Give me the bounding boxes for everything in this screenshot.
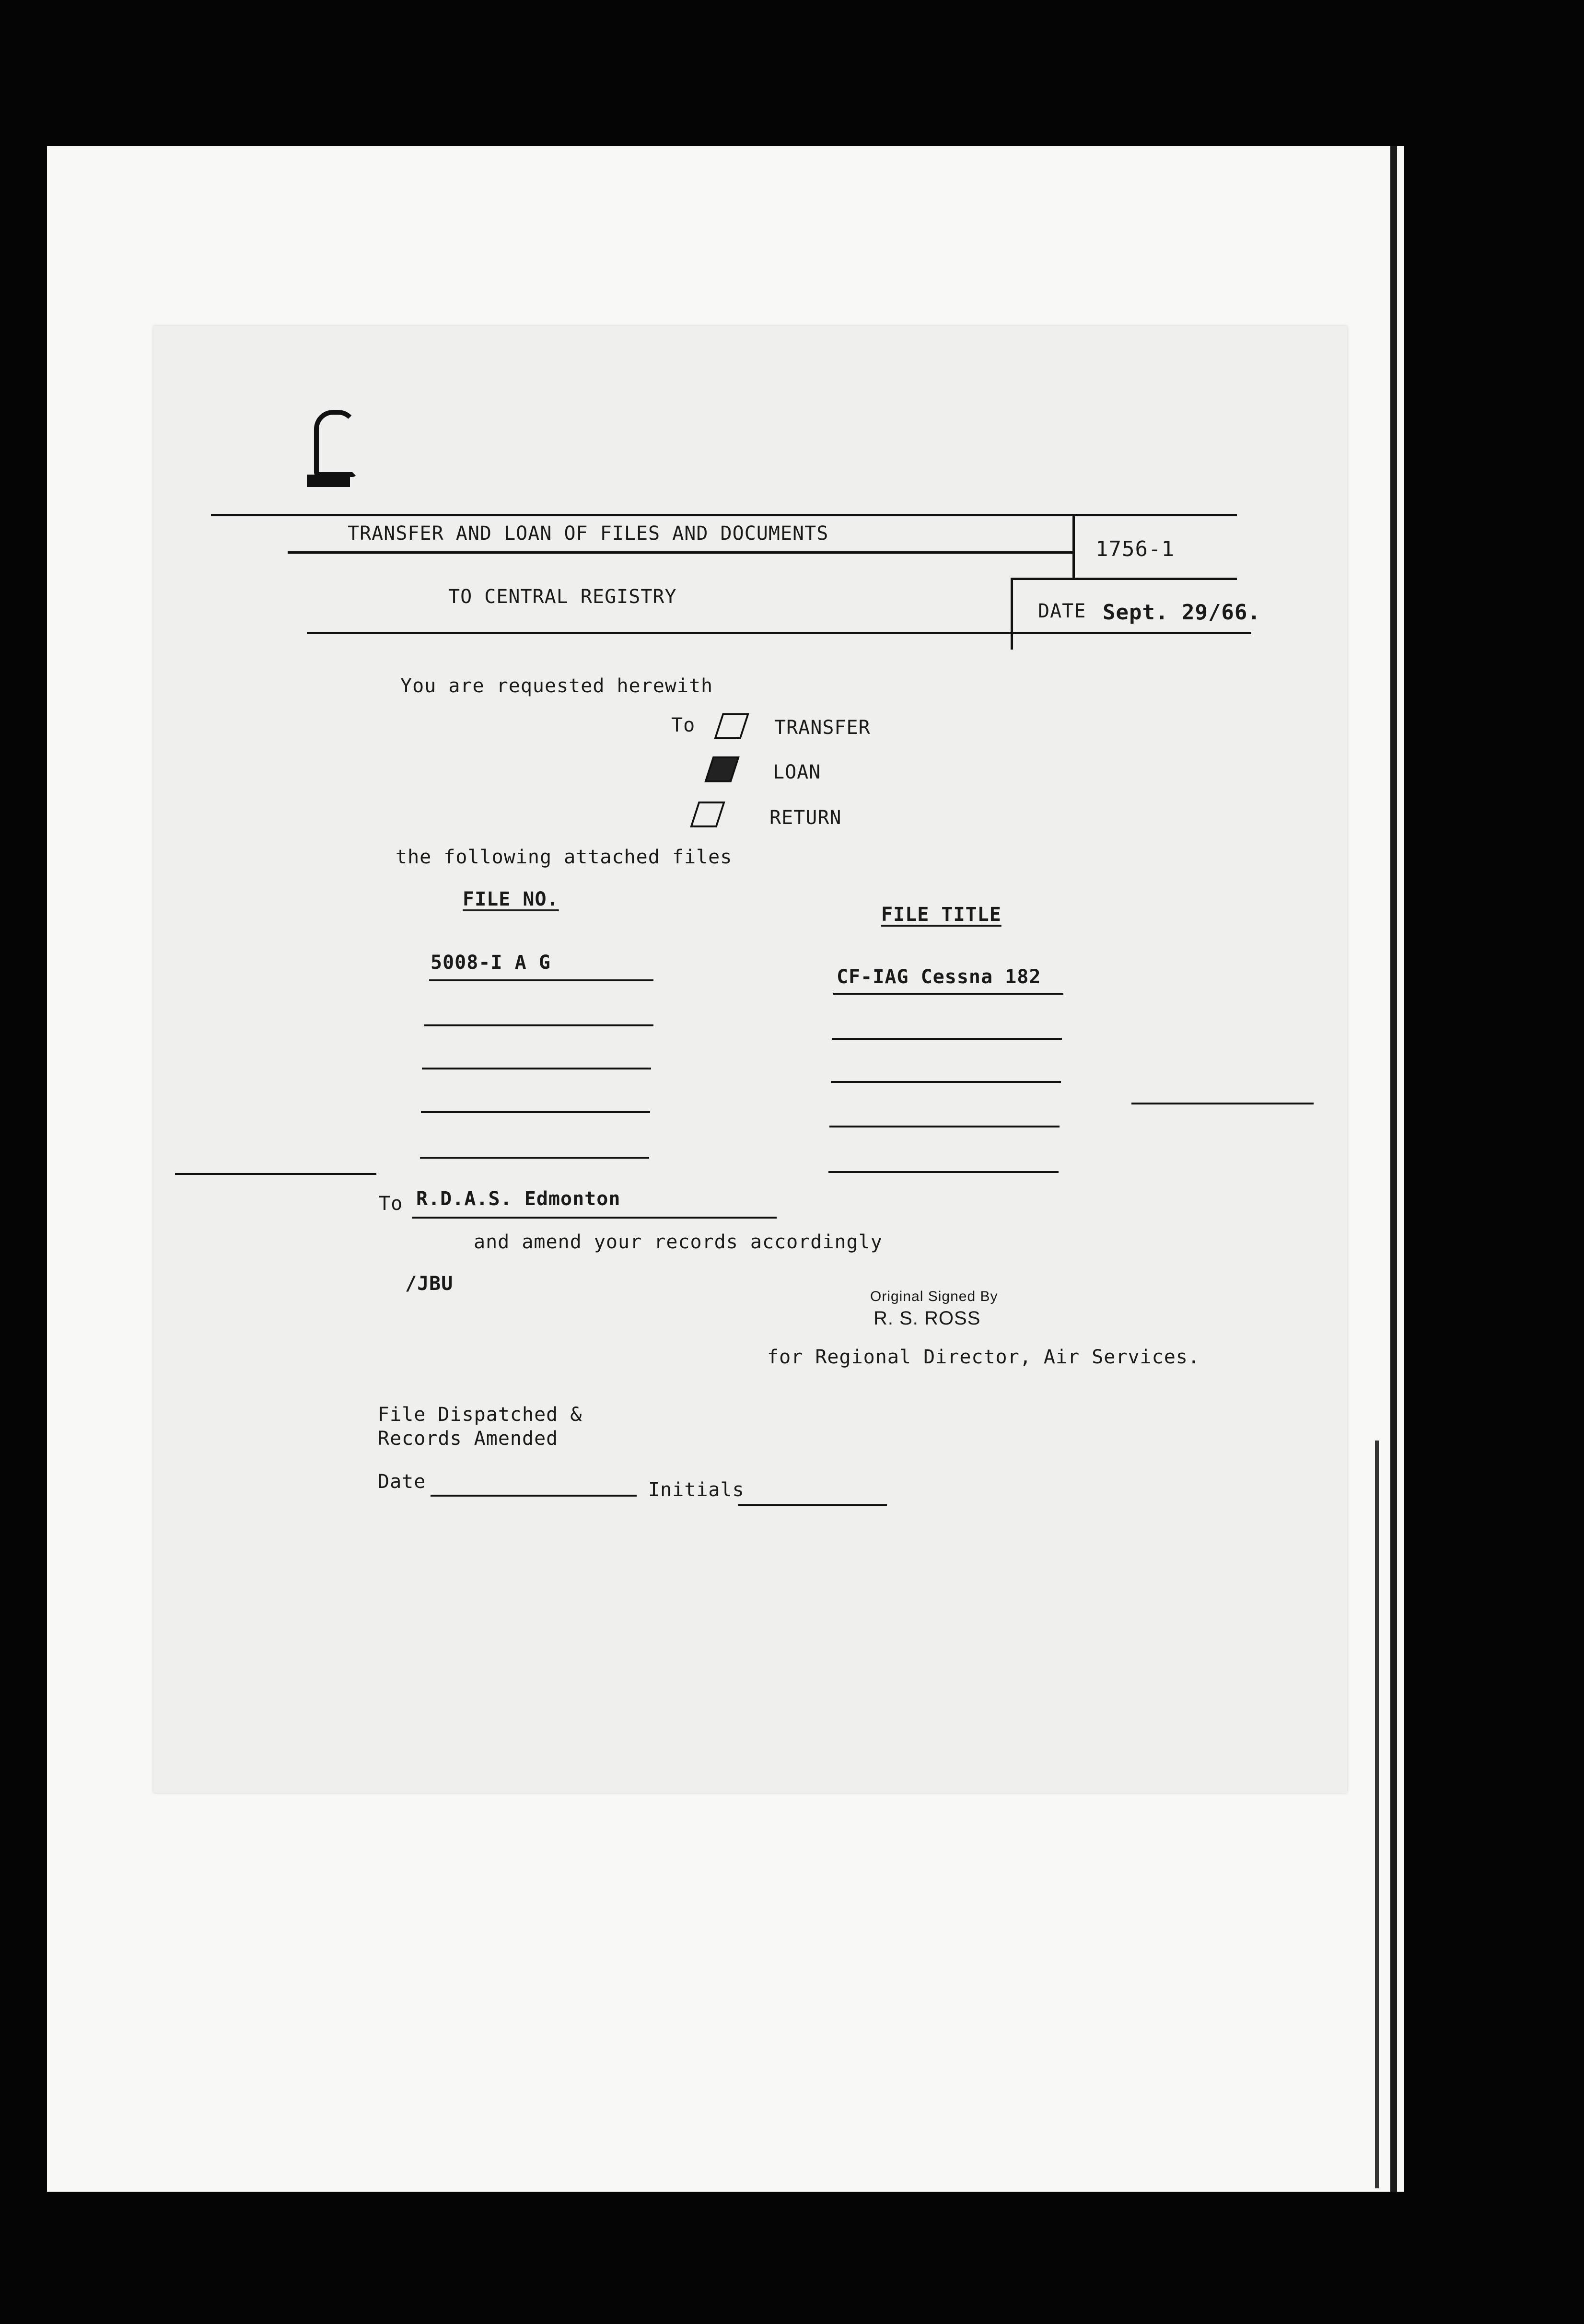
date-label: DATE — [1038, 600, 1086, 622]
attached-files-text: the following attached files — [396, 846, 733, 868]
header-divider-lower — [1011, 578, 1013, 650]
file-no-line-2 — [424, 1024, 653, 1026]
to-label: To — [671, 714, 696, 736]
header-mid-rule-right — [1012, 578, 1237, 580]
form-title: TRANSFER AND LOAN OF FILES AND DOCUMENTS — [348, 523, 829, 545]
initials-field-line — [738, 1504, 887, 1506]
file-title-line-2 — [832, 1038, 1062, 1040]
file-no-header: FILE NO. — [463, 888, 559, 910]
return-label: RETURN — [769, 807, 842, 829]
header-mid-rule — [288, 551, 1074, 554]
reference-number: 1756-1 — [1095, 537, 1175, 561]
file-no-line-5 — [420, 1157, 649, 1159]
date-value: Sept. 29/66. — [1103, 600, 1261, 625]
file-title-line-3 — [831, 1081, 1061, 1083]
initials-reference: /JBU — [405, 1273, 454, 1295]
signature-stamp-caption: Original Signed By — [870, 1289, 998, 1304]
header-top-rule — [211, 514, 1237, 516]
transfer-label: TRANSFER — [774, 717, 871, 739]
file-no-line-1 — [429, 979, 653, 981]
page-fold-shadow — [1375, 1441, 1379, 2188]
stray-mark-right — [1131, 1103, 1314, 1104]
file-title-line-5 — [828, 1171, 1059, 1173]
signature-line: for Regional Director, Air Services. — [767, 1346, 1200, 1368]
file-title-header: FILE TITLE — [881, 904, 1002, 926]
request-text: You are requested herewith — [400, 675, 713, 697]
dispatched-line-1: File Dispatched & — [378, 1404, 582, 1426]
paper-clip-tab — [307, 475, 350, 487]
loan-label: LOAN — [773, 761, 821, 783]
paper-clip — [314, 410, 357, 477]
file-title-line-4 — [829, 1126, 1060, 1127]
file-no-line-4 — [421, 1111, 650, 1113]
recipient-value: R.D.A.S. Edmonton — [416, 1188, 621, 1210]
recipient-line — [412, 1217, 777, 1219]
page-fold — [1390, 146, 1397, 2192]
date-field-label: Date — [378, 1471, 426, 1493]
amend-text: and amend your records accordingly — [474, 1231, 883, 1253]
header-divider-upper — [1072, 515, 1075, 580]
file-no-value: 5008-I A G — [431, 952, 551, 974]
dispatched-line-2: Records Amended — [378, 1428, 559, 1450]
file-title-value: CF-IAG Cessna 182 — [837, 966, 1041, 988]
file-no-line-3 — [422, 1068, 651, 1069]
signature-stamp-name: R. S. ROSS — [874, 1308, 981, 1329]
stray-mark-left — [175, 1173, 376, 1175]
initials-field-label: Initials — [648, 1479, 745, 1501]
header-bottom-rule — [307, 632, 1251, 634]
form-subtitle: TO CENTRAL REGISTRY — [448, 586, 677, 608]
file-title-line-1 — [833, 993, 1063, 995]
to-recipient-label: To — [379, 1193, 403, 1215]
date-field-line — [431, 1495, 637, 1497]
